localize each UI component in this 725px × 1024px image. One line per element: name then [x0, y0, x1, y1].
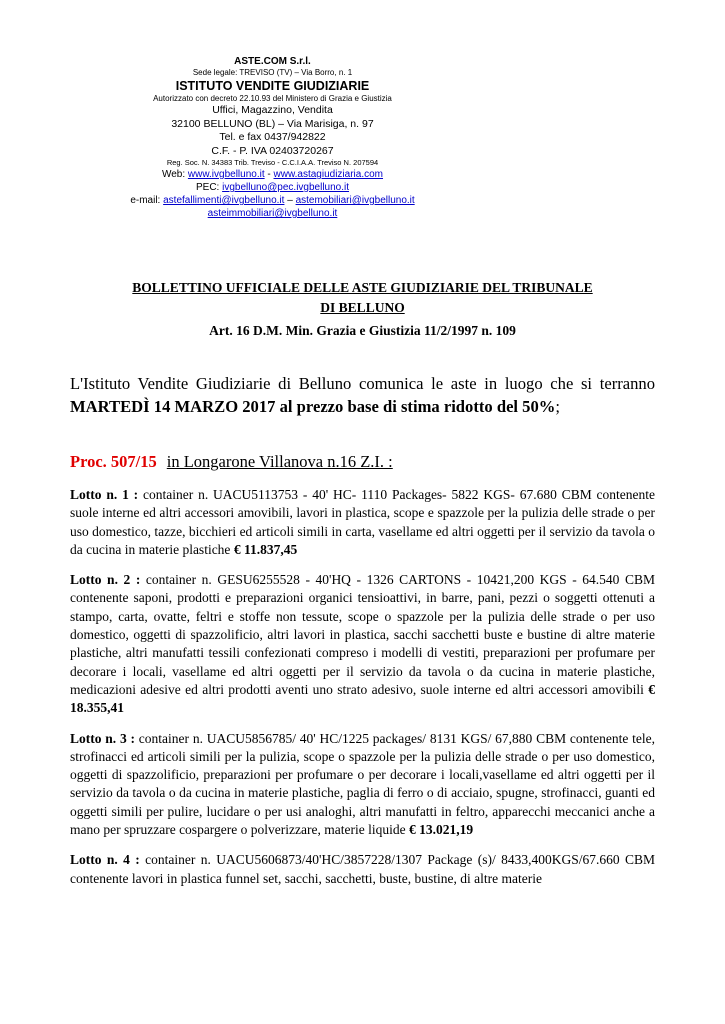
lot-description: container n. UACU5606873/40'HC/3857228/1307 Package (s)/ 8433,400KGS/67.660 CBM contenente lavori in plastica funnel set, sacchi, sacchetti, buste, bustine, di altre materie: [70, 852, 656, 886]
website-link-astagiudiziaria[interactable]: www.astagiudiziaria.com: [273, 169, 384, 180]
lot-label: Lotto n. 1 :: [70, 487, 139, 502]
lot-label: Lotto n. 4 :: [70, 852, 140, 868]
intro-end: ;: [555, 397, 560, 416]
lot-description: container n. UACU5856785/ 40' HC/1225 packages/ 8131 KGS/ 67,880 CBM contenente tele, strofinacci ed articoli simili per la pulizia, scope o spazzole per la pulizia delle strade o per uso domestico, oggetti di spazzolificio, preparazioni per profumare o per decorare i locali,vasellame ed altri oggetti per il servizio da tavola o da cucina in materie plastiche, paglia di ferro o di acciaio, spugne, strofinacci, guanti ed oggetti simili per pulire, lucidare o per usi analoghi, altri manufatti in feltro, apparecchi meccanici anche a mano per spruzzare cospargere o polverizzare, materie liquide: [70, 730, 656, 838]
bulletin-title-line-1: BOLLETTINO UFFICIALE DELLE ASTE GIUDIZIARIE DEL TRIBUNALE: [132, 280, 593, 295]
procedure-location: in Longarone Villanova n.16 Z.I. :: [166, 452, 393, 471]
bulletin-article: Art. 16 D.M. Min. Grazia e Giustizia 11/2/1997 n. 109: [209, 323, 516, 338]
lots-list: [70, 486, 655, 900]
registry-line: Reg. Soc. N. 34383 Trib. Treviso - C.C.I.A.A. Treviso N. 207594: [166, 158, 379, 167]
vat-line: C.F. - P. IVA 02403720267: [211, 144, 334, 157]
email-link-astemobiliari[interactable]: astemobiliari@ivgbelluno.it: [295, 195, 415, 206]
offices-line: Uffici, Magazzino, Vendita: [212, 104, 333, 116]
lot-item: [70, 571, 655, 717]
pec-email-link[interactable]: ivgbelluno@pec.ivgbelluno.it: [222, 182, 350, 193]
email-link-asteimmobiliari[interactable]: asteimmobiliari@ivgbelluno.it: [207, 208, 338, 219]
email-separator: –: [284, 195, 296, 206]
bulletin-title-line-2: DI BELLUNO: [320, 300, 405, 315]
lot-description: container n. GESU6255528 - 40'HQ - 1326 CARTONS - 10421,200 KGS - 64.540 CBM contenente saponi, prodotti e preparazioni organici tensioattivi, in barre, pani, pezzi o soggetti ottenuti a stampo, carta, ovatte, feltri e stoffe non tessute, scope o spazzole per la pulizia delle strade o per uso domestico, oggetti di spazzolificio, altri lavori in plastica, sacchi sacchetti buste e bustine di altre materie plastiche, altri manufatti tessili confezionati compreso i modelli di vestiti, preparazioni per profumare per decorare i locali, vasellame ed altri oggetti per il servizio da tavola o da cucina in materie plastiche, medicazioni adesive ed altri prodotti aventi uno strato adesivo, suole interne ed altri accessori amovibili: [70, 572, 655, 697]
pec-label: PEC:: [195, 182, 223, 193]
auction-date: MARTEDÌ 14 MARZO 2017 al prezzo base di stima ridotto del 50%: [70, 397, 556, 416]
email-line-2: [80, 207, 465, 220]
lot-label: Lotto n. 2 :: [70, 572, 141, 588]
bulletin-heading: [70, 278, 655, 340]
lot-item: [70, 851, 655, 888]
email-label: e-mail:: [130, 195, 164, 206]
lot-price: € 13.021,19: [408, 822, 474, 838]
web-separator: -: [264, 169, 274, 180]
procedure-number: Proc. 507/15: [70, 452, 157, 471]
lot-item: [70, 486, 655, 559]
authorization-note: Autorizzato con decreto 22.10.93 del Ministero di Grazia e Giustizia: [153, 94, 392, 103]
address-line: 32100 BELLUNO (BL) – Via Marisiga, n. 97: [171, 117, 374, 130]
email-line: [80, 194, 465, 207]
institute-name: ISTITUTO VENDITE GIUDIZIARIE: [175, 79, 370, 93]
procedure-heading: [70, 451, 393, 473]
web-line: [80, 168, 465, 181]
lot-item: [70, 730, 655, 840]
registered-office: Sede legale: TREVISO (TV) – Via Borro, n. 1: [192, 68, 353, 77]
lot-price: € 18.355,41: [70, 681, 655, 716]
web-label: Web:: [161, 169, 188, 180]
website-link-ivgbelluno[interactable]: www.ivgbelluno.it: [187, 169, 265, 180]
lot-label: Lotto n. 3 :: [70, 730, 136, 746]
letterhead: [80, 56, 465, 220]
pec-line: [80, 181, 465, 194]
phone-line: Tel. e fax 0437/942822: [219, 131, 326, 143]
lot-price: € 11.837,45: [233, 541, 298, 557]
lot-description: container n. UACU5113753 - 40' HC- 1110 Packages- 5822 KGS- 67.680 CBM contenente suole interne ed altri accessori amovibili, lavori in plastica, scope e spazzole per la pulizia delle strade o per uso domestico, tazze, bicchieri ed articoli simili in carta, vasellame ed altri oggetti per il servizio da tavola o da cucina in materie plastiche: [70, 487, 656, 557]
email-link-astefallimenti[interactable]: astefallimenti@ivgbelluno.it: [163, 195, 285, 206]
intro-paragraph: [70, 372, 655, 418]
company-name: ASTE.COM S.r.l.: [234, 56, 311, 67]
intro-text: L'Istituto Vendite Giudiziarie di Belluno comunica le aste in luogo che si terranno: [70, 374, 655, 393]
